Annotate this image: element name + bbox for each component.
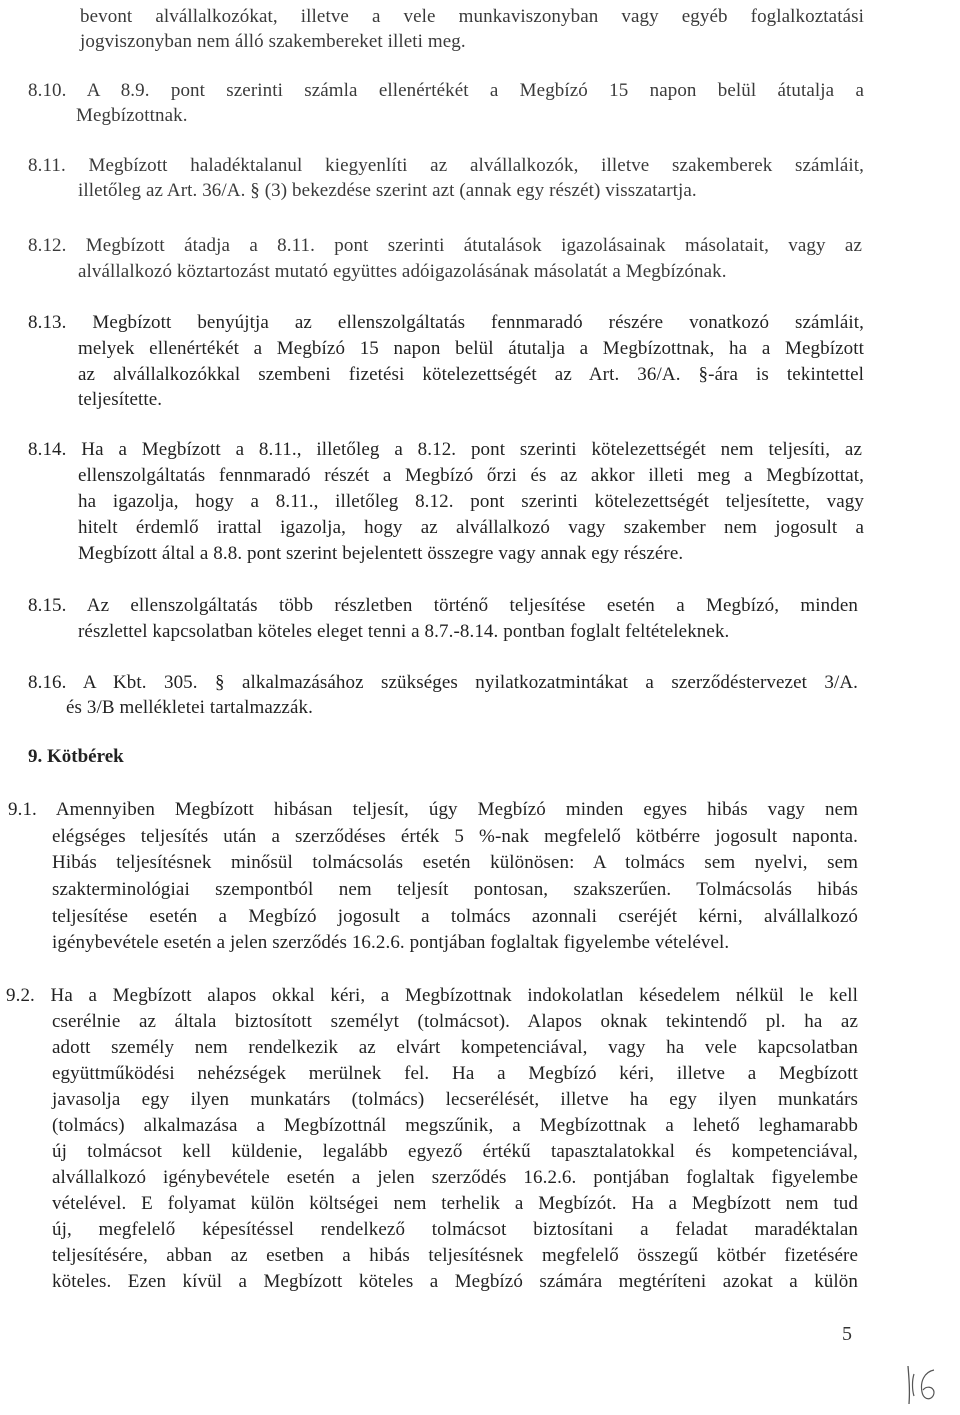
paragraph-line: adott személy nem rendelkezik az elvárt kompetenciával, vagy ha vele kapcsolatban (52, 1037, 858, 1058)
paragraph-line: teljesítésére, abban az esetben a hibás teljesítésnek megfelelő összegű kötbér fizetésére (52, 1245, 858, 1266)
paragraph-line: alvállalkozó igénybevétele esetén a jelen szerződés 16.2.6. pontjában foglaltak figyelembe (52, 1167, 858, 1188)
paragraph-line: 9.1. Amennyiben Megbízott hibásan teljesít, úgy Megbízó minden egyes hibás vagy nem (8, 799, 858, 820)
paragraph-line: igénybevétele esetén a jelen szerződés 16.2.6. pontjában foglaltak figyelembe vételével. (52, 932, 730, 953)
paragraph-line: köteles. Ezen kívül a Megbízott köteles a Megbízó számára megtéríteni azokat a külön (52, 1271, 858, 1292)
paragraph-line: teljesítése esetén a Megbízó jogosult a tolmács azonnali cseréjét kérni, alvállalkozó (52, 906, 858, 927)
paragraph-line: 8.14. Ha a Megbízott a 8.11., illetőleg a 8.12. pont szerinti kötelezettségét nem teljesíti, az (28, 439, 862, 460)
paragraph-line: 8.15. Az ellenszolgáltatás több részletben történő teljesítése esetén a Megbízó, minden (28, 595, 858, 616)
paragraph-line: és 3/B mellékletei tartalmazzák. (66, 697, 313, 718)
paragraph-line: ha igazolja, hogy a 8.11., illetőleg 8.12. pont szerinti kötelezettségét teljesítette, vagy (78, 491, 864, 512)
paragraph-line: alvállalkozó köztartozást mutató együttes adóigazolásának másolatát a Megbízónak. (78, 261, 727, 282)
paragraph-line: hitelt érdemlő irattal igazolja, hogy az alvállalkozó vagy szakember nem jogosult a (78, 517, 864, 538)
paragraph-line: jogviszonyban nem álló szakembereket illeti meg. (80, 31, 466, 52)
paragraph-line: az alvállalkozókkal szembeni fizetési kötelezettségét az Art. 36/A. §-ára is tekintettel (78, 364, 864, 385)
handwritten-page-mark (900, 1360, 940, 1410)
paragraph-line: vételével. E folyamat külön költségei nem terhelik a Megbízót. Ha a Megbízott nem tud (52, 1193, 858, 1214)
page-number: 5 (842, 1323, 852, 1345)
paragraph-line: 8.10. A 8.9. pont szerinti számla ellenértékét a Megbízó 15 napon belül átutalja a (28, 80, 864, 101)
paragraph-line: 8.12. Megbízott átadja a 8.11. pont szerinti átutalások igazolásainak másolatait, vagy az (28, 235, 862, 256)
paragraph-line: szakterminológiai szempontból nem teljesít pontosan, szakszerűen. Tolmácsolás hibás (52, 879, 858, 900)
paragraph-line: elégséges teljesítés után a szerződéses érték 5 %-nak megfelelő kötbérre jogosult naponta. (52, 826, 858, 847)
paragraph-line: együttműködési nehézségek merülnek fel. Ha a Megbízó kéri, illetve a Megbízott (52, 1063, 858, 1084)
paragraph-line: 8.16. A Kbt. 305. § alkalmazásához szükséges nyilatkozatmintákat a szerződéstervezet 3/A. (28, 672, 858, 693)
paragraph-line: új, megfelelő képesítéssel rendelkező tolmácsot biztosítani a feladat maradéktalan (52, 1219, 858, 1240)
paragraph-line: ellenszolgáltatás fennmaradó részét a Megbízó őrzi és az akkor illeti meg a Megbízottat, (78, 465, 864, 486)
paragraph-line: Megbízott által a 8.8. pont szerint bejelentett összegre vagy annak egy részére. (78, 543, 684, 564)
paragraph-line: illetőleg az Art. 36/A. § (3) bekezdése szerint azt (annak egy részét) visszatartja. (78, 180, 697, 201)
paragraph-line: Hibás teljesítésnek minősül tolmácsolás esetén különösen: A tolmács sem nyelvi, sem (52, 852, 858, 873)
paragraph-line: javasolja egy ilyen munkatárs (tolmács) lecserélését, illetve ha egy ilyen munkatárs (52, 1089, 858, 1110)
paragraph-line: melyek ellenértékét a Megbízó 15 napon belül átutalja a Megbízottnak, ha a Megbízott (78, 338, 864, 359)
paragraph-line: cserélnie az általa biztosított személyt (tolmácsot). Alapos oknak tekintendő pl. ha az (52, 1011, 858, 1032)
paragraph-line: (tolmács) alkalmazása a Megbízottnál megszűnik, a Megbízottnak a lehető leghamarabb (52, 1115, 858, 1136)
paragraph-line: teljesítette. (78, 389, 163, 410)
paragraph-line: 8.13. Megbízott benyújtja az ellenszolgáltatás fennmaradó részére vonatkozó számláit, (28, 312, 864, 333)
paragraph-line: 9.2. Ha a Megbízott alapos okkal kéri, a Megbízottnak indokolatlan késedelem nélkül le kell (6, 985, 858, 1006)
paragraph-line: új tolmácsot kell küldenie, legalább egyező értékű tapasztalatokkal és kompetenciával, (52, 1141, 858, 1162)
paragraph-line: bevont alvállalkozókat, illetve a vele munkaviszonyban vagy egyéb foglalkoztatási (80, 6, 864, 27)
paragraph-line: 8.11. Megbízott haladéktalanul kiegyenlíti az alvállalkozók, illetve szakemberek számláit, (28, 155, 864, 176)
paragraph-line: Megbízottnak. (76, 105, 188, 126)
section-heading: 9. Kötbérek (28, 746, 124, 767)
paragraph-line: részlettel kapcsolatban köteles eleget tenni a 8.7.-8.14. pontban foglalt feltételeknek. (78, 621, 730, 642)
